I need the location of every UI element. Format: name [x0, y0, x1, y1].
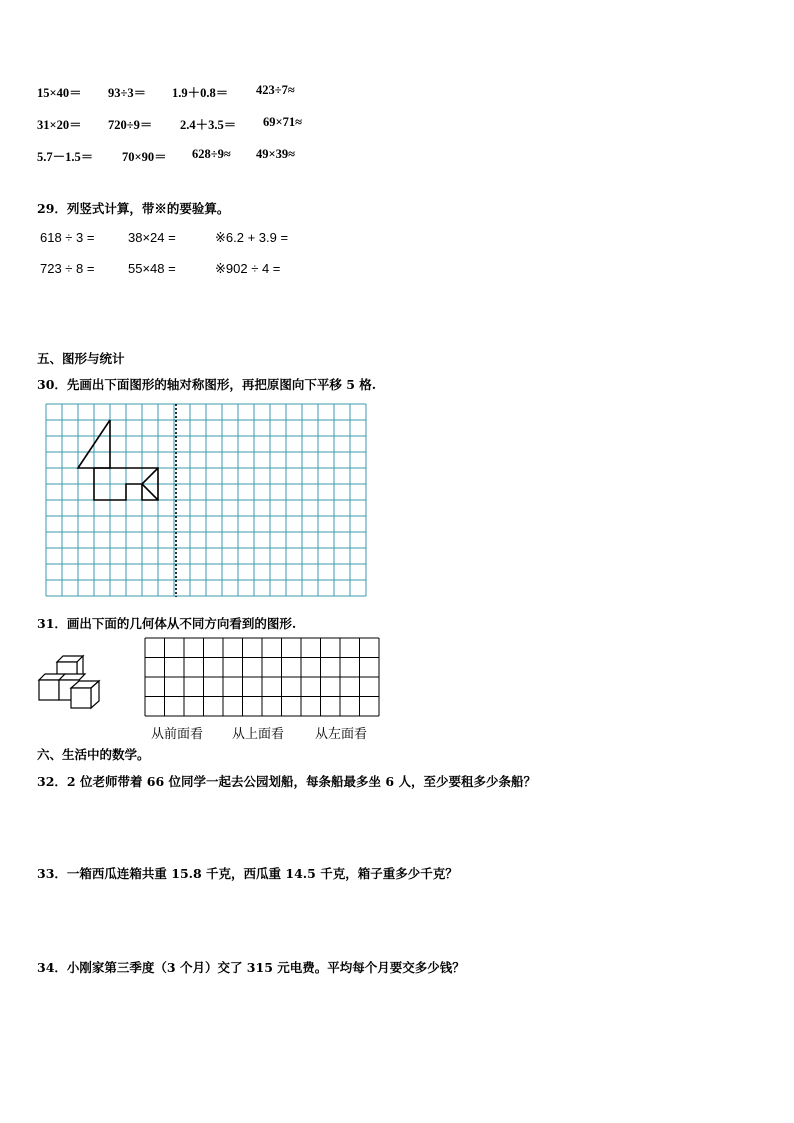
- view-label-front: 从前面看: [151, 727, 204, 742]
- cube-solid-figure: [37, 654, 109, 712]
- section-5-title: 五、图形与统计: [37, 351, 125, 366]
- oral-item: 69×71≈: [263, 115, 302, 129]
- section-6-title: 六、生活中的数学。: [37, 747, 150, 762]
- question-33-title: 33．一箱西瓜连箱共重 15.8 千克，西瓜重 14.5 千克，箱子重多少千克？: [37, 866, 458, 881]
- oral-item: 15×40＝: [37, 86, 82, 100]
- oral-item: 1.9＋0.8＝: [172, 86, 229, 100]
- oral-item: 70×90＝: [122, 150, 167, 164]
- question-31-title: 31．画出下面的几何体从不同方向看到的图形.: [37, 616, 297, 631]
- oral-item: 423÷7≈: [256, 83, 295, 97]
- vertical-calc-item: 38×24 =: [128, 230, 176, 245]
- q31-answer-grid: [143, 636, 383, 720]
- oral-item: 31×20＝: [37, 118, 82, 132]
- question-30-title: 30．先画出下面图形的轴对称图形，再把原图向下平移 5 格.: [37, 377, 377, 392]
- original-figure: [78, 420, 158, 500]
- oral-item: 5.7－1.5＝: [37, 150, 94, 164]
- vertical-calc-item: 723 ÷ 8 =: [40, 261, 95, 276]
- vertical-calc-item: 618 ÷ 3 =: [40, 230, 95, 245]
- vertical-calc-item: 55×48 =: [128, 261, 176, 276]
- grid-lines: [145, 638, 379, 716]
- view-label-left: 从左面看: [315, 727, 368, 742]
- oral-item: 2.4＋3.5＝: [180, 118, 237, 132]
- oral-item: 93÷3＝: [108, 86, 147, 100]
- oral-item: 628÷9≈: [192, 147, 231, 161]
- question-29-title: 29．列竖式计算，带※的要验算。: [37, 201, 230, 216]
- oral-item: 720÷9＝: [108, 118, 153, 132]
- oral-item: 49×39≈: [256, 147, 295, 161]
- vertical-calc-item: ※6.2 + 3.9 =: [215, 230, 289, 245]
- vertical-calc-item: ※902 ÷ 4 =: [215, 261, 281, 276]
- question-34-title: 34．小刚家第三季度（3 个月）交了 315 元电费。平均每个月要交多少钱？: [37, 960, 465, 975]
- q30-grid: [40, 400, 380, 602]
- question-32-title: 32．2 位老师带着 66 位同学一起去公园划船，每条船最多坐 6 人，至少要租多少条船？: [37, 774, 536, 789]
- view-label-top: 从上面看: [232, 727, 285, 742]
